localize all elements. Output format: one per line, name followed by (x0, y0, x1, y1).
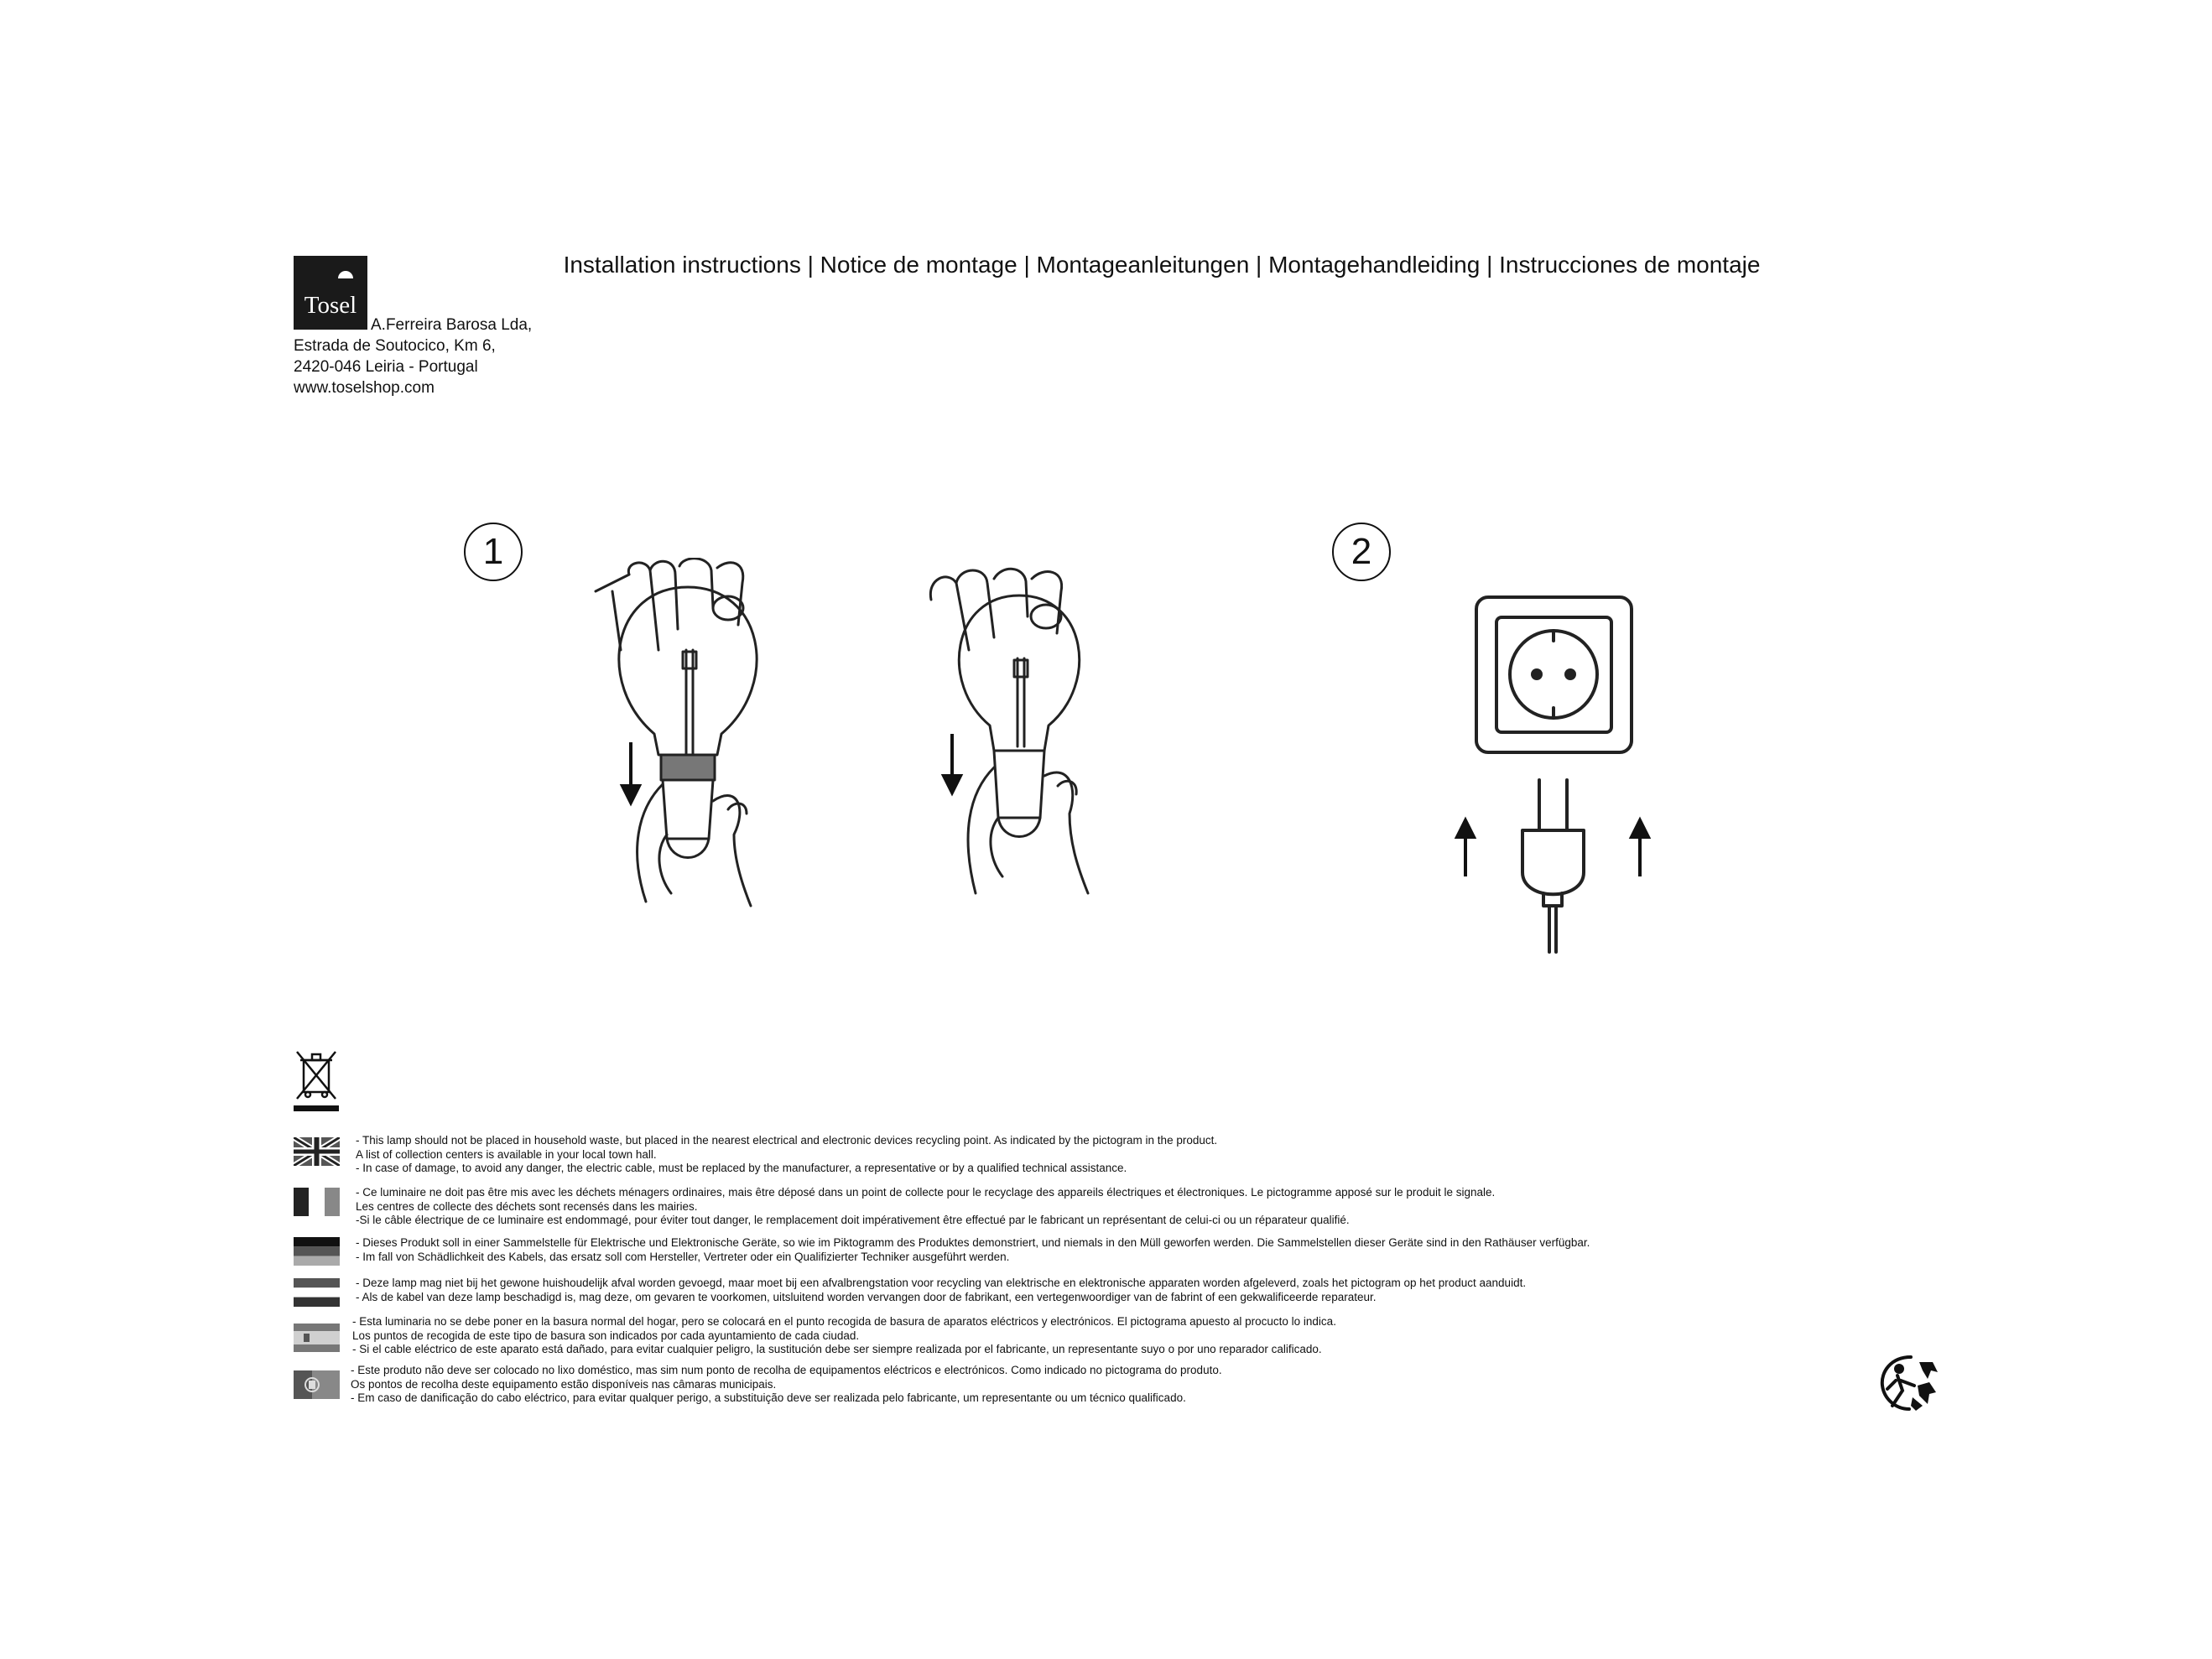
flag-nl-icon (294, 1278, 340, 1307)
text-line: - Este produto não deve ser colocado no lixo doméstico, mas sim num ponto de recolha de equipamentos eléctricos e electrónicos. Como indicado no pictograma do produto. (351, 1364, 1222, 1376)
triman-recycle-icon (1877, 1352, 1941, 1412)
flag-fr-icon (294, 1188, 340, 1216)
text-line: - Als de kabel van deze lamp beschadigd is, mag deze, om gevaren te voorkomen, uitsluitend worden vervangen door de fabrikant, een vertegenwoordiger van de fabrint of een gekwalificeerde reparateur. (356, 1290, 1377, 1303)
text-line: Os pontos de recolha deste equipamento estão disponíveis nas câmaras municipais. (351, 1377, 777, 1391)
text-line: -Si le câble électrique de ce luminaire est endommagé, pour éviter tout danger, le remplacement doit impérativement être effectué par le fabricant un représentant de celui-ci ou un réparateur qualifié. (356, 1214, 1350, 1226)
page-title: Installation instructions | Notice de montage | Montageanleitungen | Montagehandleiding | Instrucciones de montaje (563, 252, 1761, 278)
flag-de-icon (294, 1237, 340, 1266)
text-block-spanish (352, 1315, 1336, 1357)
text-block-german (356, 1236, 1590, 1264)
flag-uk-icon (294, 1137, 340, 1166)
text-line: Los puntos de recogida de este tipo de basura son indicados por cada ayuntamiento de cada ciudad. (352, 1329, 860, 1342)
step-1-unscrew-bulb-illustration-a (579, 558, 780, 910)
step-2-number: 2 (1332, 523, 1391, 581)
text-line: - Ce luminaire ne doit pas être mis avec les déchets ménagers ordinaires, mais être déposé dans un point de collecte pour le recyclage des appareils électriques et électroniques. Le pictogramme apposé sur le produit le signale. (356, 1186, 1496, 1199)
weee-bin-icon (292, 1048, 341, 1112)
text-block-dutch (356, 1277, 1526, 1304)
text-line: - In case of damage, to avoid any danger, the electric cable, must be replaced by the manufacturer, a representative or by a qualified technical assistance. (356, 1162, 1127, 1174)
text-line: - Em caso de danificação do cabo eléctrico, para evitar qualquer perigo, a substituição deve ser realizada pelo fabricante, um representante ou um técnico qualificado. (351, 1391, 1186, 1404)
text-line: Les centres de collecte des déchets sont recensés dans les mairies. (356, 1199, 698, 1213)
company-name: A.Ferreira Barosa Lda, (371, 316, 533, 334)
text-line: - Si el cable eléctrico de este aparato está dañado, para evitar cualquier peligro, la sustitución debe ser siempre realizada por el fabricante, un representante suyo o por uno reparador calificado. (352, 1343, 1322, 1355)
text-line: - Im fall von Schädlichkeit des Kabels, das ersatz soll com Hersteller, Vertreter oder ein Qualifizierter Techniker ausgeführt werden. (356, 1250, 1010, 1263)
text-block-english (356, 1134, 1217, 1176)
company-address (294, 315, 532, 398)
step-1-number: 1 (464, 523, 523, 581)
text-line: - Esta luminaria no se debe poner en la basura normal del hogar, pero se colocará en el punto recogida de basura de aparatos eléctricos y electrónicos. El pictograma apuesto al procucto lo indica. (352, 1315, 1336, 1328)
text-line: - This lamp should not be placed in household waste, but placed in the nearest electrical and electronic devices recycling point. As indicated by the pictogram in the product. (356, 1134, 1218, 1147)
logo-text: Tosel (304, 292, 357, 319)
company-street: Estrada de Soutocico, Km 6, (294, 337, 496, 355)
flag-es-icon (294, 1324, 340, 1352)
text-line: - Deze lamp mag niet bij het gewone huishoudelijk afval worden gevoegd, maar moet bij een afvalbrengstation voor recycling van elektrische en elektronische apparaten worden afgeleverd, zoals het pictogram op het product aanduidt. (356, 1277, 1527, 1289)
text-block-french (356, 1186, 1495, 1228)
text-line: - Dieses Produkt soll in einer Sammelstelle für Elektrische und Elektronische Geräte, so wie im Piktogramm des Produktes demonstriert, und niemals in den Müll geworfen werden. Die Sammelstellen dieser Geräte sind in den Rathäuser verfügbar. (356, 1236, 1590, 1249)
flag-pt-icon (294, 1370, 340, 1399)
text-line: A list of collection centers is available in your local town hall. (356, 1147, 657, 1161)
text-block-portuguese (351, 1364, 1222, 1406)
company-city: 2420-046 Leiria - Portugal (294, 358, 478, 376)
step-1-unscrew-bulb-illustration-b (910, 566, 1111, 902)
company-website: www.toselshop.com (294, 379, 435, 397)
step-2-unplug-illustration (1443, 587, 1661, 956)
